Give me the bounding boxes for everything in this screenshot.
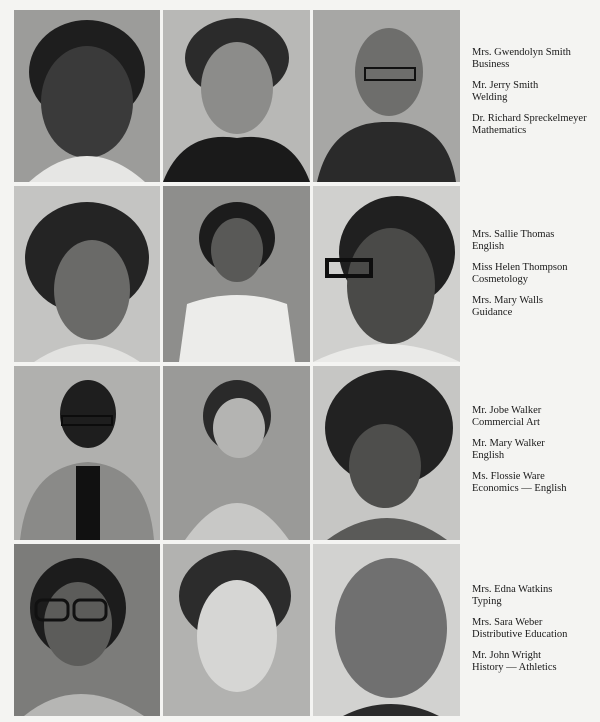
caption-entry [472, 113, 596, 137]
portrait-photo-sallie-thomas [14, 186, 160, 362]
teacher-subject: Economics — English [472, 483, 567, 494]
caption-entry [472, 405, 596, 429]
teacher-subject: Business [472, 59, 510, 70]
teacher-subject: History — Athletics [472, 662, 557, 673]
teacher-subject: Guidance [472, 307, 513, 318]
teacher-subject: Typing [472, 596, 502, 607]
caption-group-row-2 [472, 229, 596, 328]
teacher-name: Mr. Jobe Walker [472, 405, 542, 416]
teacher-name: Mrs. Sara Weber [472, 617, 543, 628]
caption-group-row-4 [472, 584, 596, 683]
caption-entry [472, 229, 596, 253]
caption-entry [472, 47, 596, 71]
teacher-name: Ms. Flossie Ware [472, 471, 545, 482]
teacher-name: Mrs. Edna Watkins [472, 584, 553, 595]
caption-entry [472, 438, 596, 462]
caption-group-row-1 [472, 47, 596, 146]
portrait-photo-jobe-walker [14, 366, 160, 540]
teacher-name: Mrs. Gwendolyn Smith [472, 47, 571, 58]
caption-entry [472, 471, 596, 495]
portrait-photo-gwendolyn-smith [14, 10, 160, 182]
teacher-name: Mrs. Sallie Thomas [472, 229, 555, 240]
teacher-subject: English [472, 241, 505, 252]
teacher-name: Mr. Jerry Smith [472, 80, 539, 91]
portrait-photo-mary-walls [313, 186, 460, 362]
portrait-photo-jerry-smith [163, 10, 310, 182]
caption-entry [472, 584, 596, 608]
teacher-subject: Commercial Art [472, 417, 540, 428]
teacher-subject: English [472, 450, 505, 461]
teacher-name: Mr. John Wright [472, 650, 542, 661]
caption-entry [472, 650, 596, 674]
portrait-photo-richard-spreckelmeyer [313, 10, 460, 182]
caption-entry [472, 295, 596, 319]
caption-entry [472, 617, 596, 641]
teacher-name: Mr. Mary Walker [472, 438, 545, 449]
portrait-photo-mary-walker [163, 366, 310, 540]
caption-group-row-3 [472, 405, 596, 504]
teacher-name: Mrs. Mary Walls [472, 295, 543, 306]
teacher-subject: Distributive Education [472, 629, 568, 640]
caption-entry [472, 80, 596, 104]
portrait-photo-flossie-ware [313, 366, 460, 540]
portrait-photo-helen-thompson [163, 186, 310, 362]
teacher-subject: Welding [472, 92, 508, 103]
portrait-photo-sara-weber [163, 544, 310, 716]
caption-entry [472, 262, 596, 286]
portrait-photo-edna-watkins [14, 544, 160, 716]
teacher-name: Miss Helen Thompson [472, 262, 568, 273]
teacher-subject: Cosmetology [472, 274, 529, 285]
portrait-photo-john-wright [313, 544, 460, 716]
teacher-name: Dr. Richard Spreckelmeyer [472, 113, 587, 124]
teacher-subject: Mathematics [472, 125, 527, 136]
